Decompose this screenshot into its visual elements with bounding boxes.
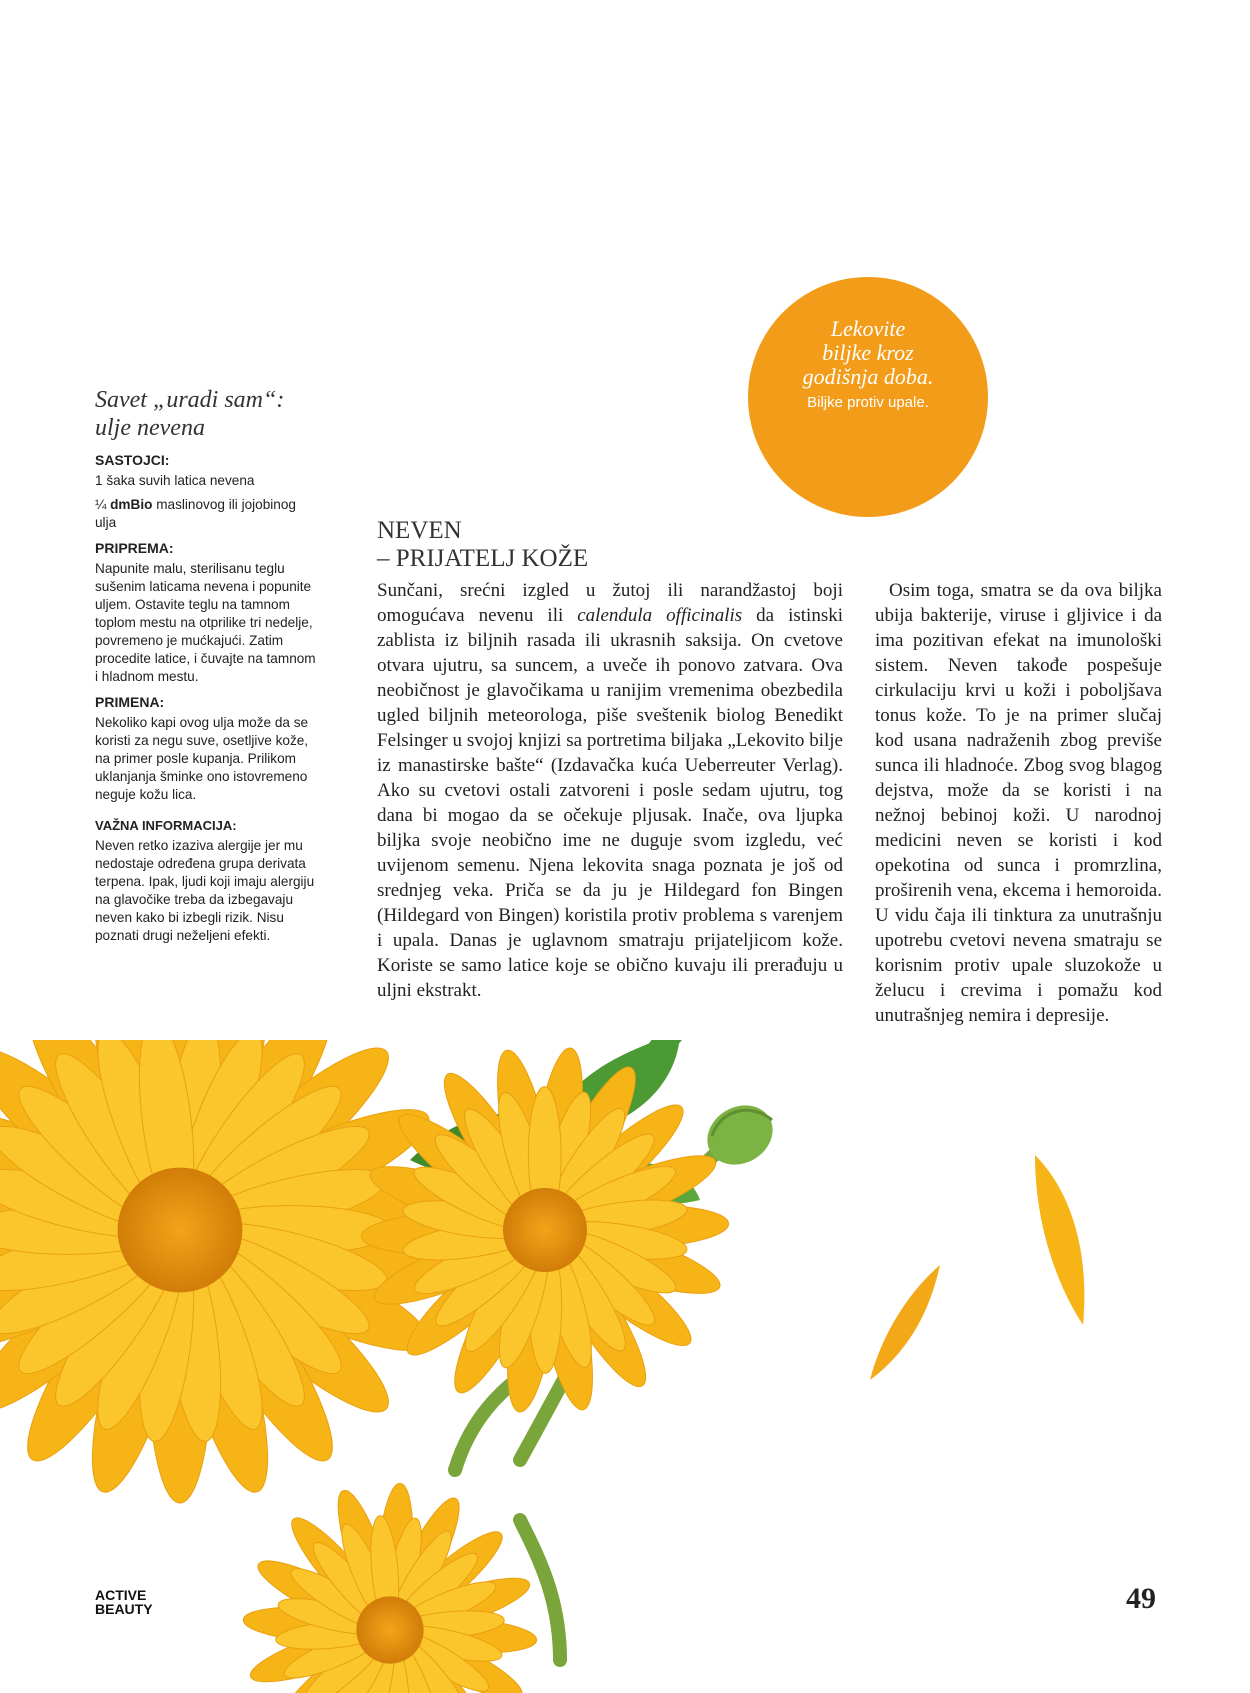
usage-text: Nekoliko kapi ovog ulja može da se koristi za negu suve, osetljive kože, na primer posle kupanja. Prilikom uklanjanja šminke ono istovremeno neguje kožu lica.: [95, 715, 309, 802]
brand-line-1: ACTIVE: [95, 1587, 147, 1603]
sidebar-title-line-1: Savet „uradi sam“:: [95, 387, 285, 413]
article-column-1: [377, 578, 843, 1003]
large-calendula-flower: [0, 1040, 455, 1503]
badge-line-3: godišnja doba.: [802, 364, 934, 389]
ingredient-2: [95, 496, 320, 532]
diy-sidebar: [95, 386, 320, 951]
article-title-line-2: – PRIJATELJ KOŽE: [377, 545, 589, 572]
calendula-illustration: [0, 1040, 1250, 1693]
bottom-calendula-flower: [242, 1482, 538, 1693]
article-column-2: Osim toga, smatra se da ova biljka ubija bakterije, viruse i gljivice i da ima pozitivan efekat na imunološki sistem. Neven takođe pospešuje cirkulaciju krvi u koži i poboljšava tonus kože. To je na primer slučaj kod usana nadraženih zbog previše sunca ili hladnoće. Zbog svog blagog dejstva, može da se koristi i na nežnoj bebinoj koži. U narodnoj medicini neven se koristi i kod opekotina od sunca i promrzlina, proširenih vena, ekcema i hemoroida. U vidu čaja ili tinktura za unutrašnju upotrebu cvetovi nevena smatraju se korisnim protiv upale sluzokože u želucu i crevima i pomažu kod unutrašnjeg nemira i depresije.: [875, 580, 1162, 1026]
page-number: 49: [1126, 1582, 1156, 1615]
info-heading: VAŽNA INFORMACIJA:: [95, 818, 237, 833]
col1-text-start: Sunčani, srećni izgled u žutoj ili narandžastoj boji omogućava nevenu ili: [377, 580, 843, 626]
flower-center: [356, 1596, 423, 1663]
usage-heading: PRIMENA:: [95, 694, 165, 710]
badge-line-2: biljke kroz: [822, 340, 914, 365]
medium-calendula-flower: [361, 1045, 730, 1415]
sidebar-title: [95, 386, 320, 442]
ingredient-1: 1 šaka suvih latica nevena: [95, 473, 255, 488]
preparation-text: Napunite malu, sterilisanu teglu sušenim laticama nevena i popunite uljem. Ostavite teglu na tamnom toplom mestu na otprilike tri nedelje, povremeno je mućkajući. Zatim procedite latice, i čuvajte na tamnom i hladnom mestu.: [95, 561, 316, 684]
magazine-logo: [95, 1588, 153, 1616]
ingredients-heading: SASTOJCI:: [95, 452, 170, 468]
flower-center: [503, 1188, 587, 1272]
article-title: [377, 517, 797, 573]
col1-text-end: da istinski zablista iz biljnih rasada ili ukrasnih saksija. On cvetove otvara ujutru, sa suncem, a uveče ih ponovo zatvara. Ova neobičnost je glavočikama u ranijim vremenima obezbedila ugled biljnih meteorologa, piše sveštenik biolog Benedikt Felsinger u svojoj knjizi sa portretima biljaka „Lekovito bilje iz manastirske bašte“ (Izdavačka kuća Ueberreuter Verlag). Ako su cvetovi ostali zatvoreni i posle sedam ujutru, tog dana bi mogao da se očekuje pljusak. Inače, ova ljupka biljka svoje neobično ime ne duguje svom izgledu, već uvijenom semenu. Njena lekovita snaga poznata je još od srednjeg veka. Priča se da ju je Hildegard fon Bingen (Hildegard von Bingen) koristila protiv problema s varenjem i upala. Danas je uglavnom smatraju prijateljicom kože. Koriste se samo latice koje se obično kuvaju ili prerađuju u uljni ekstrakt.: [377, 605, 843, 1001]
badge-line-1: Lekovite: [830, 316, 906, 341]
brand-line-2: BEAUTY: [95, 1601, 153, 1617]
article-title-line-1: NEVEN: [377, 517, 462, 544]
ingredient-2-brand: dmBio: [110, 497, 153, 512]
sidebar-title-line-2: ulje nevena: [95, 415, 205, 441]
col1-latin-name: calendula officinalis: [577, 605, 743, 626]
section-badge: [748, 277, 988, 517]
ingredient-2-prefix: ¼: [95, 497, 111, 512]
flower-center: [118, 1168, 243, 1293]
loose-petals: [870, 1155, 1084, 1380]
badge-subtitle: Biljke protiv upale.: [807, 394, 929, 411]
ingredient-2-rest: maslinovog ili jojobinog ulja: [95, 497, 296, 530]
info-text: Neven retko izaziva alergije jer mu nedostaje određena grupa derivata terpena. Ipak, ljudi koji imaju alergiju na glavočike treba da izbegavaju neven kako bi izbegli rizik. Nisu poznati drugi neželjeni efekti.: [95, 838, 315, 943]
preparation-heading: PRIPREMA:: [95, 540, 174, 556]
